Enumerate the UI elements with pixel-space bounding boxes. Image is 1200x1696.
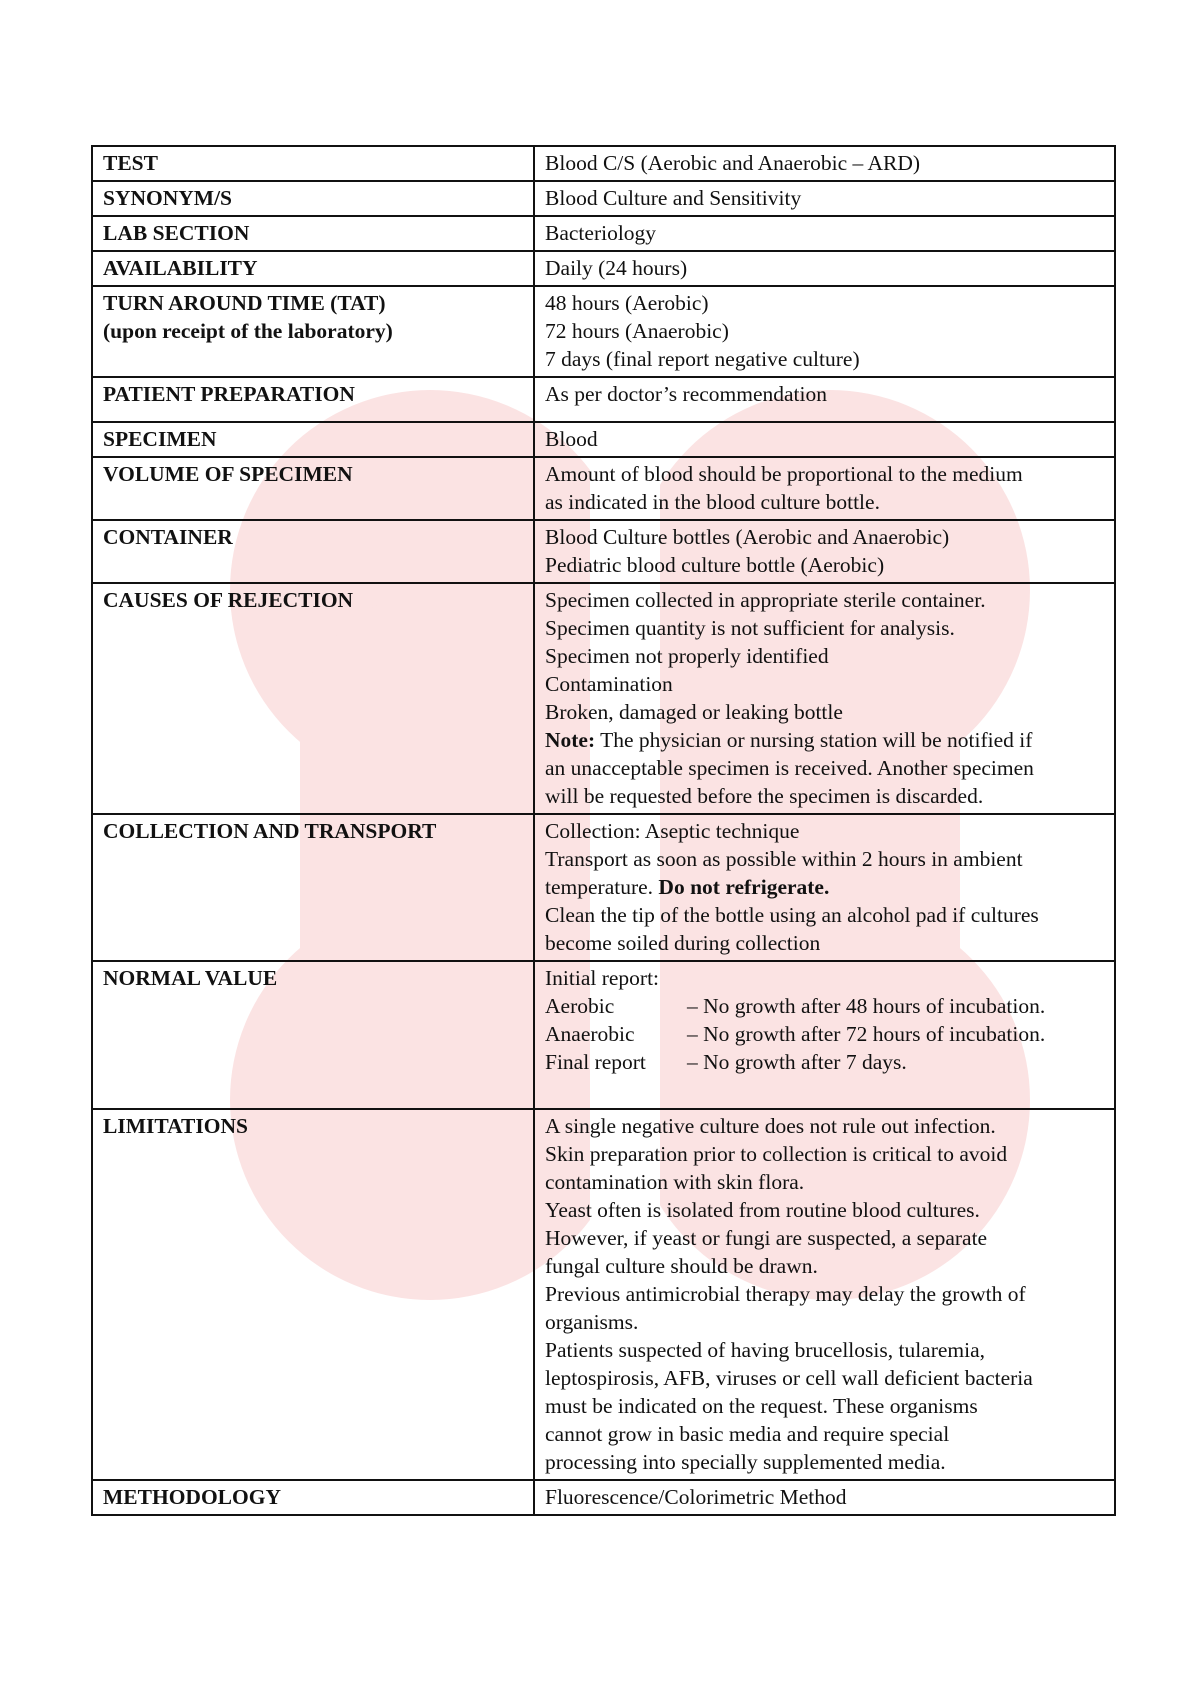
normal-item-text: – No growth after 72 hours of incubation. — [687, 1022, 1046, 1046]
tat-line: 7 days (final report negative culture) — [545, 347, 860, 371]
label-volume: VOLUME OF SPECIMEN — [92, 457, 534, 520]
normal-item-key: Anaerobic — [545, 1022, 635, 1046]
row-synonyms — [92, 181, 1115, 216]
rejection-note — [545, 726, 1102, 754]
value-methodology: Fluorescence/Colorimetric Method — [534, 1480, 1115, 1515]
label-limitations: LIMITATIONS — [92, 1109, 534, 1480]
limitation-line: Skin preparation prior to collection is critical to avoid — [545, 1142, 1008, 1166]
rejection-line: Specimen quantity is not sufficient for analysis. — [545, 616, 955, 640]
label-rejection: CAUSES OF REJECTION — [92, 583, 534, 814]
limitation-line: cannot grow in basic media and require special — [545, 1422, 950, 1446]
test-spec-table — [91, 145, 1116, 1516]
row-tat — [92, 286, 1115, 377]
label-normal-value: NORMAL VALUE — [92, 961, 534, 1109]
collection-line — [545, 873, 1102, 901]
row-patient-preparation — [92, 377, 1115, 422]
collection-line: Clean the tip of the bottle using an alcohol pad if cultures — [545, 903, 1039, 927]
limitation-line: Patients suspected of having brucellosis, tularemia, — [545, 1338, 986, 1362]
value-normal-value — [534, 961, 1115, 1109]
container-line: Blood Culture bottles (Aerobic and Anaerobic) — [545, 525, 950, 549]
value-patient-preparation: As per doctor’s recommendation — [534, 377, 1115, 422]
rejection-line: Specimen not properly identified — [545, 644, 829, 668]
row-rejection — [92, 583, 1115, 814]
limitation-line: organisms. — [545, 1310, 639, 1334]
collection-line: become soiled during collection — [545, 931, 821, 955]
limitation-line: processing into specially supplemented media. — [545, 1450, 946, 1474]
value-volume — [534, 457, 1115, 520]
value-container — [534, 520, 1115, 583]
limitation-line: Yeast often is isolated from routine blood cultures. — [545, 1198, 980, 1222]
note-label: Note: — [545, 728, 596, 752]
limitation-line: contamination with skin flora. — [545, 1170, 805, 1194]
rejection-line: Specimen collected in appropriate sterile container. — [545, 588, 986, 612]
value-tat — [534, 286, 1115, 377]
normal-item-key: Aerobic — [545, 994, 615, 1018]
normal-item — [545, 1020, 1102, 1048]
row-collection — [92, 814, 1115, 961]
container-line: Pediatric blood culture bottle (Aerobic) — [545, 553, 885, 577]
rejection-line: Broken, damaged or leaking bottle — [545, 700, 843, 724]
label-synonyms: SYNONYM/S — [92, 181, 534, 216]
row-test — [92, 146, 1115, 181]
rejection-line: Contamination — [545, 672, 673, 696]
note-text: The physician or nursing station will be notified if — [595, 728, 1033, 752]
value-collection — [534, 814, 1115, 961]
normal-item-text: – No growth after 7 days. — [687, 1050, 907, 1074]
label-availability: AVAILABILITY — [92, 251, 534, 286]
label-collection: COLLECTION AND TRANSPORT — [92, 814, 534, 961]
collection-warning: Do not refrigerate. — [658, 875, 830, 899]
tat-line: 48 hours (Aerobic) — [545, 291, 709, 315]
value-synonyms: Blood Culture and Sensitivity — [534, 181, 1115, 216]
normal-item — [545, 992, 1102, 1020]
tat-line: 72 hours (Anaerobic) — [545, 319, 729, 343]
collection-line: Collection: Aseptic technique — [545, 819, 800, 843]
label-patient-preparation: PATIENT PREPARATION — [92, 377, 534, 422]
label-tat-line1: TURN AROUND TIME (TAT) — [103, 291, 386, 315]
value-test: Blood C/S (Aerobic and Anaerobic – ARD) — [534, 146, 1115, 181]
rejection-note-line: an unacceptable specimen is received. Another specimen — [545, 756, 1034, 780]
label-specimen: SPECIMEN — [92, 422, 534, 457]
value-limitations — [534, 1109, 1115, 1480]
volume-line: as indicated in the blood culture bottle. — [545, 490, 880, 514]
row-availability — [92, 251, 1115, 286]
normal-item-text: – No growth after 48 hours of incubation. — [687, 994, 1046, 1018]
limitation-line: fungal culture should be drawn. — [545, 1254, 818, 1278]
volume-line: Amount of blood should be proportional to the medium — [545, 462, 1023, 486]
row-specimen — [92, 422, 1115, 457]
value-rejection — [534, 583, 1115, 814]
label-lab-section: LAB SECTION — [92, 216, 534, 251]
value-specimen: Blood — [534, 422, 1115, 457]
label-tat — [92, 286, 534, 377]
label-tat-line2: (upon receipt of the laboratory) — [103, 319, 393, 343]
collection-temp-text: temperature. — [545, 875, 659, 899]
row-normal-value — [92, 961, 1115, 1109]
value-availability: Daily (24 hours) — [534, 251, 1115, 286]
label-container: CONTAINER — [92, 520, 534, 583]
row-container — [92, 520, 1115, 583]
limitation-line: leptospirosis, AFB, viruses or cell wall deficient bacteria — [545, 1366, 1033, 1390]
collection-line: Transport as soon as possible within 2 hours in ambient — [545, 847, 1023, 871]
value-lab-section: Bacteriology — [534, 216, 1115, 251]
label-methodology: METHODOLOGY — [92, 1480, 534, 1515]
label-test: TEST — [92, 146, 534, 181]
normal-item-key: Final report — [545, 1050, 646, 1074]
limitation-line: Previous antimicrobial therapy may delay the growth of — [545, 1282, 1026, 1306]
limitation-line: However, if yeast or fungi are suspected, a separate — [545, 1226, 988, 1250]
row-volume — [92, 457, 1115, 520]
row-lab-section — [92, 216, 1115, 251]
normal-item — [545, 1048, 1102, 1076]
limitation-line: A single negative culture does not rule out infection. — [545, 1114, 996, 1138]
limitation-line: must be indicated on the request. These organisms — [545, 1394, 978, 1418]
row-methodology — [92, 1480, 1115, 1515]
normal-intro: Initial report: — [545, 966, 660, 990]
row-limitations — [92, 1109, 1115, 1480]
rejection-note-line: will be requested before the specimen is discarded. — [545, 784, 984, 808]
